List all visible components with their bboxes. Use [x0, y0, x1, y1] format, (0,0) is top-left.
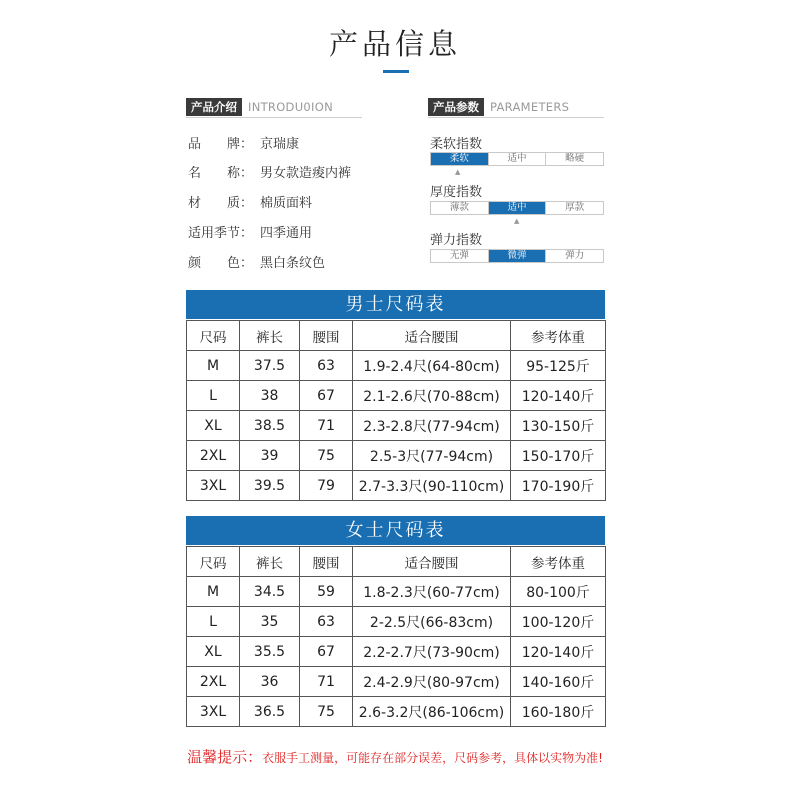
intro-subtitle: INTRODU0ION — [248, 100, 333, 114]
table-cell: 35 — [240, 607, 300, 637]
column-header: 裤长 — [240, 321, 300, 351]
table-cell: 36 — [240, 667, 300, 697]
column-header: 参考体重 — [511, 321, 606, 351]
table-cell: 67 — [300, 637, 353, 667]
softness-option: 柔软 — [431, 153, 489, 165]
table-row — [187, 637, 606, 667]
thickness-marker-icon: ▲ — [514, 217, 520, 225]
params-divider — [428, 117, 604, 118]
info-row-material — [188, 192, 312, 211]
thickness-option: 厚款 — [565, 202, 585, 213]
table-cell: 63 — [300, 351, 353, 381]
info-key: 适用季节： — [188, 226, 254, 241]
table-cell: 1.8-2.3尺(60-77cm) — [353, 577, 511, 607]
info-key: 材 质： — [188, 196, 254, 211]
table-row — [187, 381, 606, 411]
column-header: 裤长 — [240, 547, 300, 577]
column-header: 腰围 — [300, 321, 353, 351]
info-row-brand — [188, 133, 299, 152]
table-header-row — [187, 547, 606, 577]
thickness-option: 薄款 — [431, 202, 489, 214]
table-row — [187, 697, 606, 727]
men-size-table — [186, 320, 606, 501]
elasticity-option: 弹力 — [565, 250, 585, 261]
table-cell: 100-120斤 — [511, 607, 606, 637]
intro-tag: 产品介绍 — [186, 98, 242, 116]
table-cell: 1.9-2.4尺(64-80cm) — [353, 351, 511, 381]
table-cell: 75 — [300, 441, 353, 471]
table-row — [187, 411, 606, 441]
table-cell: 59 — [300, 577, 353, 607]
elasticity-option: 无弹 — [431, 250, 489, 262]
title-underline — [383, 70, 409, 73]
table-cell: XL — [187, 637, 240, 667]
column-header: 腰围 — [300, 547, 353, 577]
notice-lead: 温馨提示： — [187, 748, 263, 766]
table-cell: 39.5 — [240, 471, 300, 501]
size-notice — [0, 746, 790, 767]
women-table-title: 女士尺码表 — [186, 516, 605, 545]
table-row — [187, 351, 606, 381]
info-value: 男女款造痠内裤 — [260, 166, 352, 181]
table-cell: 2XL — [187, 667, 240, 697]
table-cell: 36.5 — [240, 697, 300, 727]
table-cell: 120-140斤 — [511, 381, 606, 411]
table-cell: 79 — [300, 471, 353, 501]
table-cell: 95-125斤 — [511, 351, 606, 381]
table-cell: 35.5 — [240, 637, 300, 667]
thickness-option: 适中 — [489, 202, 547, 214]
intro-divider — [186, 117, 362, 118]
table-cell: XL — [187, 411, 240, 441]
table-cell: 3XL — [187, 471, 240, 501]
info-value: 四季通用 — [260, 226, 313, 241]
info-key: 颜 色： — [188, 256, 254, 271]
intro-section-header — [186, 97, 362, 118]
table-cell: 3XL — [187, 697, 240, 727]
table-cell: 38 — [240, 381, 300, 411]
table-cell: 2-2.5尺(66-83cm) — [353, 607, 511, 637]
thickness-index-bar — [430, 201, 604, 215]
table-row — [187, 667, 606, 697]
table-cell: 2.4-2.9尺(80-97cm) — [353, 667, 511, 697]
info-row-season — [188, 222, 312, 241]
info-value: 黑白条纹色 — [260, 256, 326, 271]
table-cell: 2.5-3尺(77-94cm) — [353, 441, 511, 471]
softness-marker-icon: ▲ — [455, 168, 461, 176]
table-row — [187, 607, 606, 637]
table-row — [187, 441, 606, 471]
table-cell: 130-150斤 — [511, 411, 606, 441]
column-header: 尺码 — [187, 321, 240, 351]
table-cell: 140-160斤 — [511, 667, 606, 697]
page-title: 产品信息 — [328, 27, 461, 61]
column-header: 参考体重 — [511, 547, 606, 577]
table-cell: 80-100斤 — [511, 577, 606, 607]
info-row-color — [188, 252, 325, 271]
params-tag: 产品参数 — [428, 98, 484, 116]
table-cell: 2XL — [187, 441, 240, 471]
elasticity-index-bar — [430, 249, 604, 263]
table-cell: L — [187, 607, 240, 637]
table-cell: 39 — [240, 441, 300, 471]
table-cell: 150-170斤 — [511, 441, 606, 471]
info-value: 京瑞康 — [260, 137, 300, 152]
params-subtitle: PARAMETERS — [490, 100, 570, 114]
table-cell: M — [187, 577, 240, 607]
table-cell: 170-190斤 — [511, 471, 606, 501]
softness-option: 适中 — [489, 153, 547, 165]
table-cell: 34.5 — [240, 577, 300, 607]
elasticity-option: 微弹 — [489, 250, 547, 262]
table-cell: 120-140斤 — [511, 637, 606, 667]
info-row-name — [188, 162, 351, 181]
table-cell: 2.1-2.6尺(70-88cm) — [353, 381, 511, 411]
softness-option: 略硬 — [565, 153, 585, 164]
softness-index-title: 柔软指数 — [430, 137, 483, 152]
table-header-row — [187, 321, 606, 351]
table-cell: 38.5 — [240, 411, 300, 441]
table-cell: 2.3-2.8尺(77-94cm) — [353, 411, 511, 441]
table-cell: 37.5 — [240, 351, 300, 381]
column-header: 适合腰围 — [353, 547, 511, 577]
table-cell: 75 — [300, 697, 353, 727]
column-header: 尺码 — [187, 547, 240, 577]
elasticity-index-title: 弹力指数 — [430, 233, 483, 248]
table-cell: 63 — [300, 607, 353, 637]
men-table-title: 男士尺码表 — [186, 290, 605, 319]
softness-index-bar — [430, 152, 604, 166]
table-cell: 160-180斤 — [511, 697, 606, 727]
table-cell: M — [187, 351, 240, 381]
info-value: 棉质面料 — [260, 196, 313, 211]
table-cell: 2.2-2.7尺(73-90cm) — [353, 637, 511, 667]
thickness-index-title: 厚度指数 — [430, 185, 483, 200]
column-header: 适合腰围 — [353, 321, 511, 351]
table-cell: 71 — [300, 411, 353, 441]
info-key: 品 牌： — [188, 137, 254, 152]
params-section-header — [428, 97, 604, 118]
table-cell: 2.6-3.2尺(86-106cm) — [353, 697, 511, 727]
table-cell: 71 — [300, 667, 353, 697]
info-key: 名 称： — [188, 166, 254, 181]
table-cell: 67 — [300, 381, 353, 411]
table-row — [187, 577, 606, 607]
table-row — [187, 471, 606, 501]
table-cell: 2.7-3.3尺(90-110cm) — [353, 471, 511, 501]
table-cell: L — [187, 381, 240, 411]
notice-text: 衣服手工测量，可能存在部分误差，尺码参考，具体以实物为准! — [262, 751, 603, 765]
women-size-table — [186, 546, 606, 727]
